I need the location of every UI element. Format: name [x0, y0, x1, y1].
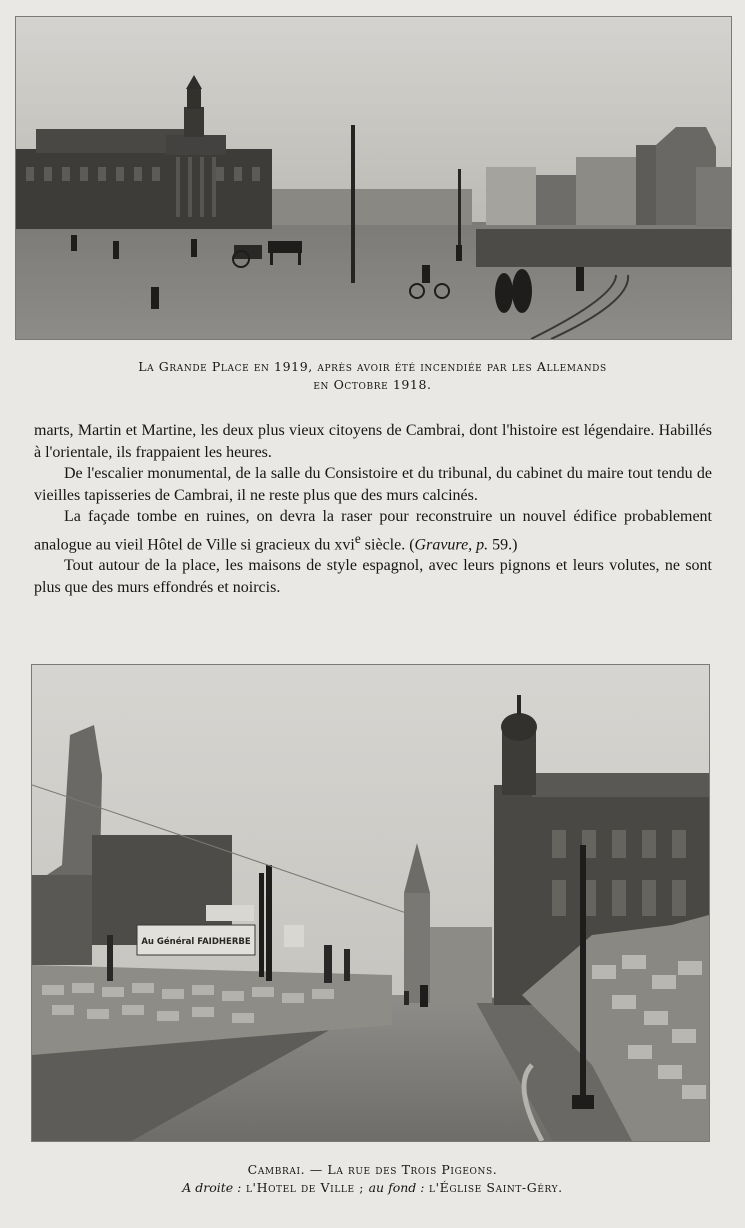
body-text — [34, 420, 712, 598]
paragraph-4: Tout autour de la place, les maisons de style espagnol, avec leurs pignons et leurs volutes, ne sont plus que des murs effondrés et noircis. — [34, 557, 712, 596]
caption-eglise-saint-gery: l'Église Saint-Géry. — [424, 1180, 563, 1195]
caption-grande-place — [20, 358, 725, 394]
paragraph-3-superscript: e — [354, 530, 361, 546]
paragraph-3-text-a: La façade tombe en ruines, on devra la raser pour reconstruire un nouvel édifice probablement analogue au vieil Hôtel de Ville si gracieux du xvi — [34, 508, 712, 553]
paragraph-3-reference: Gravure, p. — [414, 535, 489, 553]
caption-grande-place-line1: La Grande Place en 1919, après avoir été incendiée par les Allemands — [138, 359, 607, 374]
caption-hotel-de-ville: l'Hotel de Ville ; — [241, 1180, 369, 1195]
paragraph-2: De l'escalier monumental, de la salle du Consistoire et du tribunal, du cabinet du maire tout tendu de vieilles tapisseries de Cambrai, il ne reste plus que des murs calcinés. — [34, 465, 712, 504]
paragraph-1: marts, Martin et Martine, les deux plus vieux citoyens de Cambrai, dont l'histoire est légendaire. Habillés à l'orientale, ils frappaient les heures. — [34, 422, 712, 461]
paragraph-3 — [34, 506, 712, 555]
sign-au-general-faidherbe: Au Général FAIDHERBE — [141, 937, 251, 947]
photo-rue-trois-pigeons — [31, 664, 710, 1142]
caption-rue-trois-pigeons-line2 — [20, 1179, 725, 1197]
photo-grande-place-image — [16, 17, 731, 339]
caption-rue-trois-pigeons-line1: Cambrai. — La rue des Trois Pigeons. — [247, 1162, 498, 1177]
paragraph-3-text-b: siècle. ( — [360, 535, 415, 553]
paragraph-3-text-c: 59.) — [488, 535, 518, 553]
caption-a-droite: A droite : — [182, 1180, 242, 1195]
photo-grande-place — [15, 16, 732, 340]
caption-grande-place-line2: en Octobre 1918. — [313, 377, 432, 392]
caption-au-fond: au fond : — [368, 1180, 425, 1195]
photo-rue-trois-pigeons-image — [32, 665, 709, 1141]
caption-rue-trois-pigeons — [20, 1161, 725, 1197]
